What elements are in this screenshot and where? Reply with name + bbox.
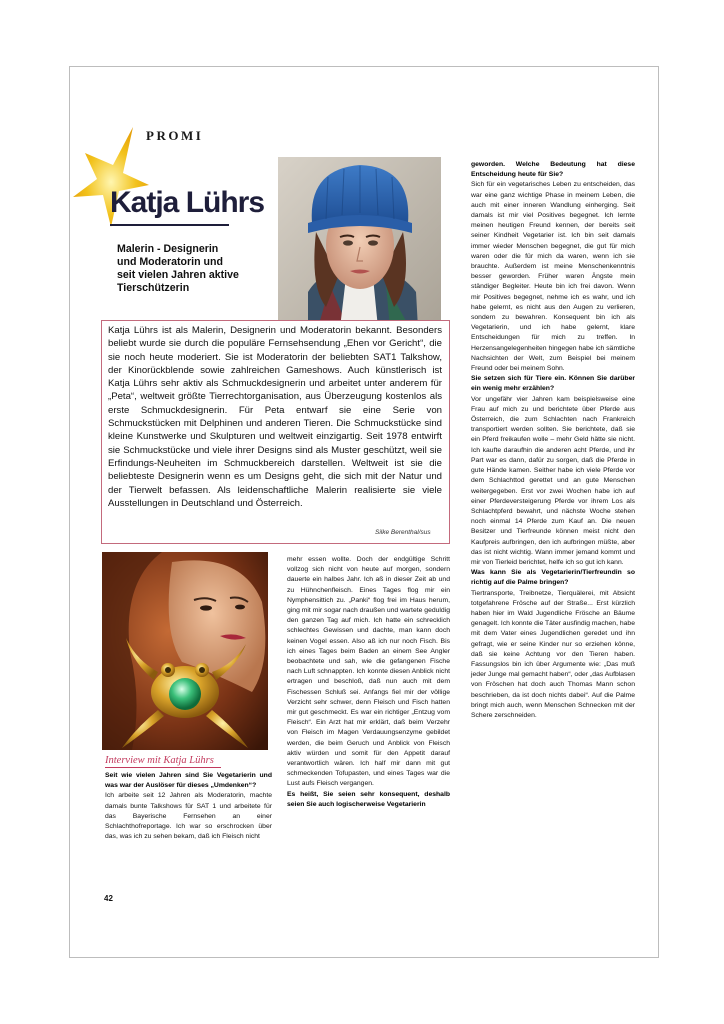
frog-jewelry-photo: [102, 552, 268, 750]
bio-text: Katja Lührs ist als Malerin, Designerin und Moderatorin bekannt. Besonders beliebt wurde sie durch die populäre Fernsehsendung „Ehen vor Gericht“, die sie noch heute moderiert. Sie ist Moderatorin der beliebten SAT1 Talkshow, der Kinorückblende sowie zahlreichen Gameshows. Auch künstlerisch ist Katja Lührs sehr aktiv als Schmuckdesignerin und arbeitet unter anderem für „Peta“, weltweit größte Tierrechtorganisation, aus Überzeugung kostenlos als erste Schmuckdesignerin. Für Peta entwarf sie eine Serie von Schmuckstücken mit Delphinen und anderen Tieren. Die Schmuckstücke sind kleine Kunstwerke und Skulpturen und weltweit einzigartig. Seit 1978 entwirft sie Schmuckstücke und viele ihrer Designs sind als Muster geschützt, weil sie Erfindungs-Neuheiten im Schmuckbereich darstellen. Weltweit ist sie die beliebteste Designerin wenn es um Designs geht, die sich mit der Natur und der Tierwelt befassen. Als leidenschaftliche Malerin realisierte sie viele Ausstellungen in Deutschland und Österreich.: [108, 325, 442, 509]
interview-question: geworden. Welche Bedeutung hat diese Entscheidung heute für Sie?: [471, 161, 635, 179]
subtitle-line: Tierschützerin: [117, 282, 190, 294]
interview-question: Was kann Sie als Vegetarierin/Tierfreundin so richtig auf die Palme bringen?: [471, 569, 635, 587]
interview-answer: Vor ungefähr vier Jahren kam beispielsweise eine Frau auf mich zu und berichtete über Pferde aus Österreich, die zum Schlachten nach Frankreich transportiert werden sollten. Sie berichtete, daß sie ein Pferd freikaufen wolle – mehr Geld hätte sie nicht. Ich kaufte daraufhin die anderen acht Pferde, und ihr Part war es dann, dafür zu sorgen, daß die Pferde in gute Hände kamen. Seither habe ich viele Pferde vor dem Schlachttod gerettet und an gute Menschen weitergegeben. Erst vor zwei Wochen habe ich auf einer Pferdeversteigerung Pferde vor ihrem Los als Schlachtpferd bewahrt, und nächste Woche stehen noch einmal 14 Pferde zum Kauf an. Die neuen Besitzer und Tierfreunde können meist nicht den Kaufpreis aufbringen, den ich aufbringen müßte, aber das ist nicht wichtig. Wann immer jemand kommt und mir von Tierleid berichtet, helfe ich so gut ich kann.: [471, 395, 635, 566]
photo-credit: Silke Berenthal/sus: [375, 529, 431, 536]
interview-answer: mehr essen wollte. Doch der endgültige Schritt vollzog sich nicht von heute auf morgen, sondern dauerte ein halbes Jahr. Ich aß in dieser Zeit ab und zu Hühnchenfleisch. Eines Tages flog mir ein Nymphensittich zu. „Panki“ flog frei im Haus herum, ging mit mir sogar nach draußen und wartete geduldig den ganzen Tag auf mich. Ich hatte ein schrecklich schlechtes Gewissen und dachte, man kann doch keinen Vogel essen. Also aß ich nur noch Fisch. Bis ich eines Tages beim Baden an einem See Angler beobachtete und sah, wie die gefangenen Fische nach Luft schnappten. Ich konnte diesen Anblick nicht ertragen und beschloß, daß nun auch mit dem Fischessen Schluß sei. Anfangs fiel mir der völlige Verzicht sehr schwer, denn Fleisch und Fisch hatten mir gut geschmeckt. Es war ein richtiger „Entzug vom Fleisch“. Ein Arzt hat mir erklärt, daß beim Verzehr von Fleisch im Magen Verdauungsenzyme gebildet werden, die beim Geruch und Anblick von Fleisch aktiv würden und somit für den Appetit darauf verantwortlich wären. Ich half mir dann mit gut schmeckenden Tofupasten, und eines Tages war die Lust aufs Fleisch vergangen.: [287, 556, 450, 788]
subtitle-line: und Moderatorin und: [117, 256, 223, 268]
name-underline: [110, 224, 229, 226]
interview-answer: Ich arbeite seit 12 Jahren als Moderatorin, machte damals bunte Talkshows für SAT 1 und arbeitete für das Bayerische Fernsehen an einer Schlachthofreportage. Ich war so erschrocken über das, was ich zu sehen bekam, daß ich Fleisch nicht: [105, 792, 272, 841]
interview-title: Interview mit Katja Lührs: [105, 755, 214, 766]
subtitle-line: seit vielen Jahren aktive: [117, 269, 239, 281]
subtitle-line: Malerin - Designerin: [117, 243, 219, 255]
interview-answer: Tiertransporte, Treibnetze, Tierquälerei, mit Absicht totgefahrene Frösche auf der Straße... Erst kürzlich haben hier im Wald Jugendliche Frösche an Bäume genagelt. Ich konnte die Täter ausfindig machen, habe mit dem Vater eines Jugendlichen geredet und ihn gefragt, wie er seine Kinder nur so erziehen könne, daß sie keine Achtung vor den Tieren haben. Fassungslos bin ich über Argumente wie: „Das muß jeder Junge mal gemacht haben“, oder „das Aufblasen von Fröschen hat doch auch Thomas Mann schon beschrieben, da ist doch nichts dabei“. Auf die Palme bringt mich auch, wenn Menschen Schnecken mit der Schere zerschneiden.: [471, 589, 635, 719]
page-number: 42: [104, 894, 113, 903]
interview-answer: Sich für ein vegetarisches Leben zu entscheiden, das war eine ganz wichtige Phase in meinem Leben, die auch mit einer inneren Wandlung einherging. Seit damals ist mir viel Positives begegnet. Ich lernte meinen heutigen Freund kennen, der bereits seit seiner Kindheit Vegetarier ist. Ich bin seit damals immer wieder Menschen begegnet, die gut für mich waren oder die für mich da waren, wenn ich sie brauchte. Außerdem ist meine Menschenkenntnis besser geworden. Früher waren Ängste mein ständiger Begleiter. Heute bin ich frei davon. Wenn mir Positives begegnet, nehme ich es wahr, und ich habe gelernt, es nicht aus den Augen zu verlieren, sondern zu bewahren. Konsequent bin ich als Vegetarierin, und ich habe gelernt, klare Entscheidungen für mich zu treffen. In Herzensangelegenheiten hingegen habe ich sämtliche Nachsichten der Welt, zum Beispiel bei meinem Freund oder bei meinem Sohn.: [471, 181, 635, 373]
subtitle: [117, 243, 267, 295]
portrait-photo: [278, 157, 441, 328]
interview-title-underline: [105, 767, 221, 768]
article-column-1: [105, 771, 272, 842]
interview-question: Es heißt, Sie seien sehr konsequent, deshalb seien Sie auch logischerweise Vegetarierin: [287, 790, 450, 808]
article-column-2: [287, 555, 450, 810]
interview-question: Sie setzen sich für Tiere ein. Können Sie darüber ein wenig mehr erzählen?: [471, 375, 635, 393]
interview-question: Seit wie vielen Jahren sind Sie Vegetarierin und was war der Auslöser für dieses „Umdenken“?: [105, 772, 272, 790]
article-column-3: [471, 160, 635, 721]
person-name-heading: Katja Lührs: [110, 186, 265, 219]
section-label: PROMI: [146, 128, 204, 143]
